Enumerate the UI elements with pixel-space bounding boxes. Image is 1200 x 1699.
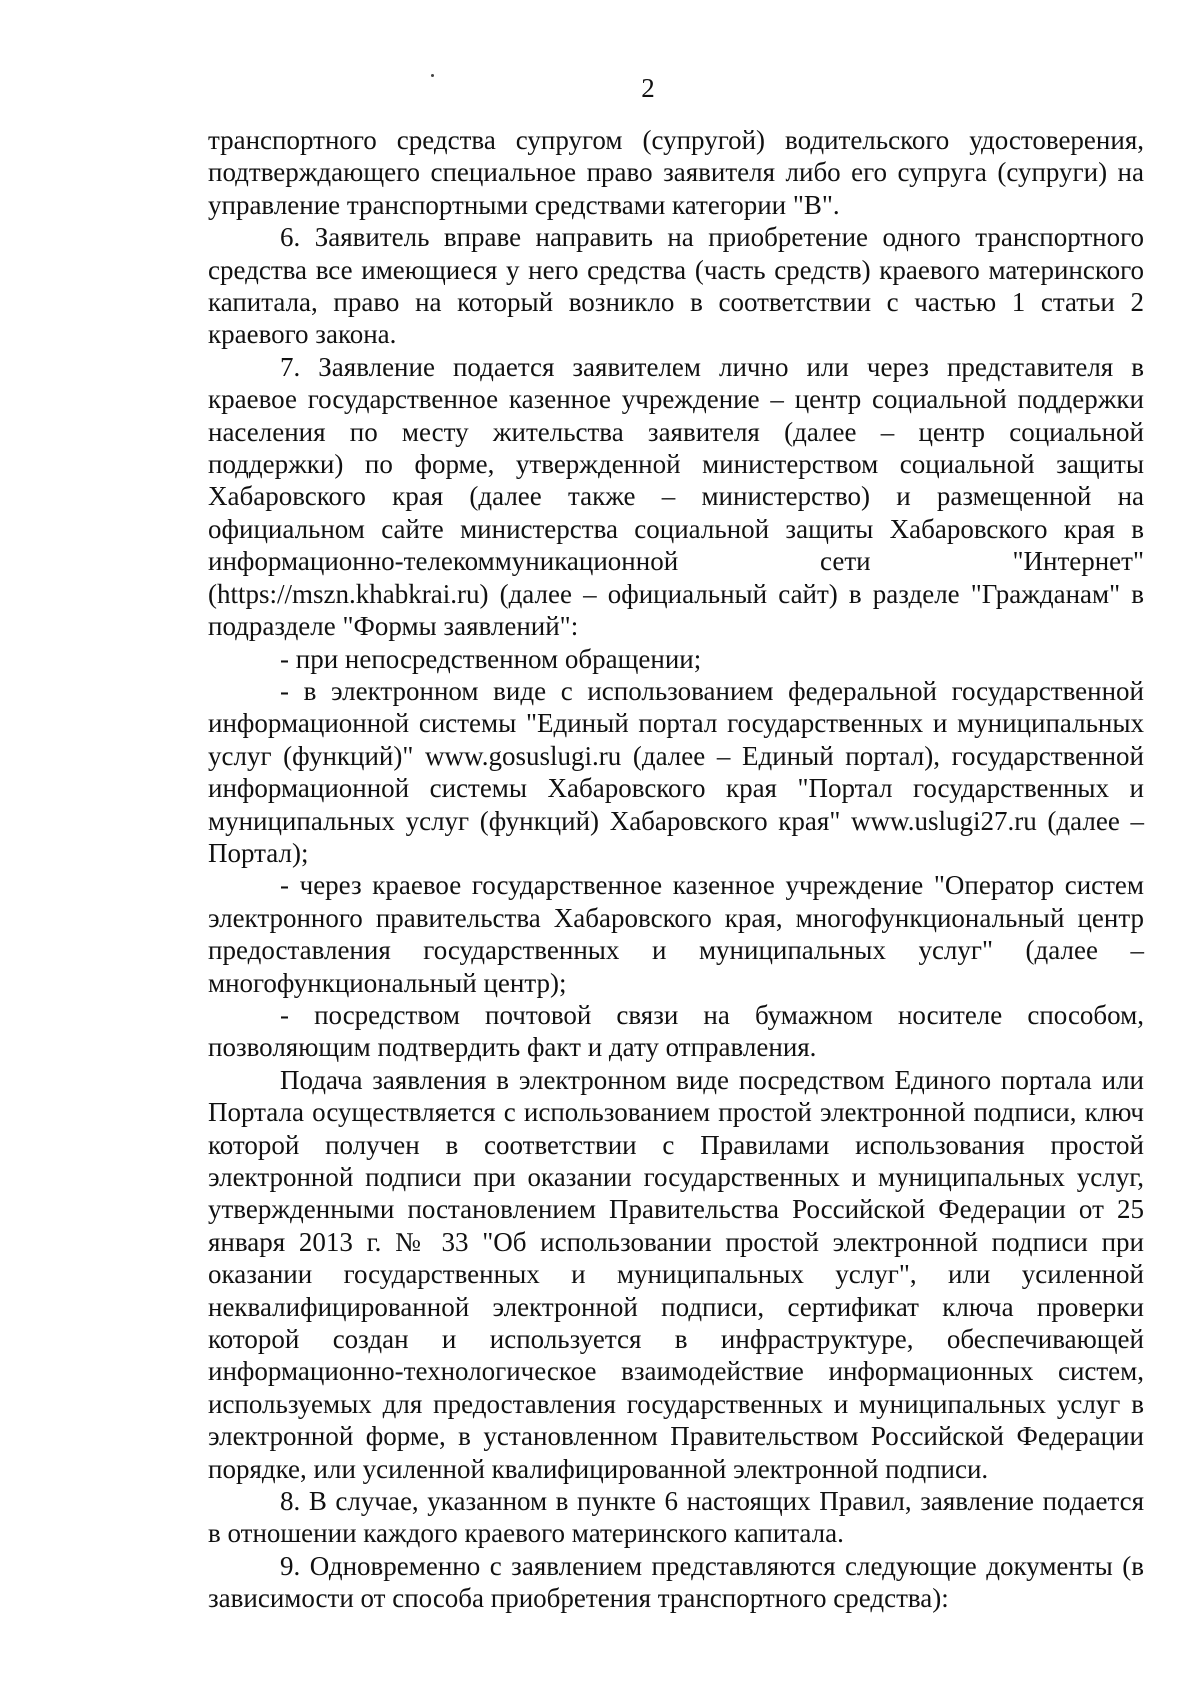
paragraph-item-8: 8. В случае, указанном в пункте 6 настоящих Правил, заявление подается в отношении каждого краевого материнского капитала. [208, 1486, 1144, 1549]
paragraph-electronic-signature: Подача заявления в электронном виде посредством Единого портала или Портала осуществляется с использованием простой электронной подписи, ключ которой получен в соответствии с Правилами использования простой электронной подписи при оказании государственных и муниципальных услуг, утвержденными постановлением Правительства Российской Федерации от 25 января 2013 г. № 33 "Об использовании простой электронной подписи при оказании государственных и муниципальных услуг", или усиленной неквалифицированной электронной подписи, сертификат ключа проверки которой создан и используется в инфраструктуре, обеспечивающей информационно-технологическое взаимодействие информационных систем, используемых для предоставления государственных и муниципальных услуг в электронной форме, в установленном Правительством Российской Федерации порядке, или усиленной квалифицированной электронной подписи. [208, 1064, 1144, 1484]
paragraph-continuation: транспортного средства супругом (супругой) водительского удостоверения, подтверждающего специальное право заявителя либо его супруга (супруги) на управление транспортными средствами категории "B". [208, 125, 1144, 220]
list-item-electronic: - в электронном виде с использованием федеральной государственной информационной системы "Единый портал государственных и муниципальных услуг (функций)" www.gosuslugi.ru (далее – Единый портал), государственной информационной системы Хабаровского края "Портал государственных и муниципальных услуг (функций) Хабаровского края" www.uslugi27.ru (далее – Портал); [208, 675, 1144, 868]
list-item-postal: - посредством почтовой связи на бумажном носителе способом, позволяющим подтвердить факт и дату отправления. [208, 999, 1144, 1063]
list-item-direct-appeal: - при непосредственном обращении; [280, 643, 702, 674]
paragraph-item-6: 6. Заявитель вправе направить на приобретение одного транспортного средства все имеющиеся у него средства (часть средств) краевого материнского капитала, право на который возникло в соответствии с частью 1 статьи 2 краевого закона. [208, 222, 1144, 350]
paragraph-item-7: 7. Заявление подается заявителем лично или через представителя в краевое государственное казенное учреждение – центр социальной поддержки населения по месту жительства заявителя (далее – центр социальной поддержки) по форме, утвержденной министерством социальной защиты Хабаровского края (далее также – министерство) и размещенной на официальном сайте министерства социальной защиты Хабаровского края в информационно-телекоммуникационной сети "Интернет" (https://mszn.khabkrai.ru) (далее – официальный сайт) в разделе "Гражданам" в подразделе "Формы заявлений": [208, 351, 1144, 642]
paragraph-item-9: 9. Одновременно с заявлением представляются следующие документы (в зависимости от способа приобретения транспортного средства): [208, 1550, 1144, 1614]
list-item-mfc: - через краевое государственное казенное учреждение "Оператор систем электронного правительства Хабаровского края, многофункциональный центр предоставления государственных и муниципальных услуг" (далее – многофункциональный центр); [208, 870, 1144, 998]
page-number: 2 [641, 73, 655, 103]
document-body [208, 124, 1144, 1615]
